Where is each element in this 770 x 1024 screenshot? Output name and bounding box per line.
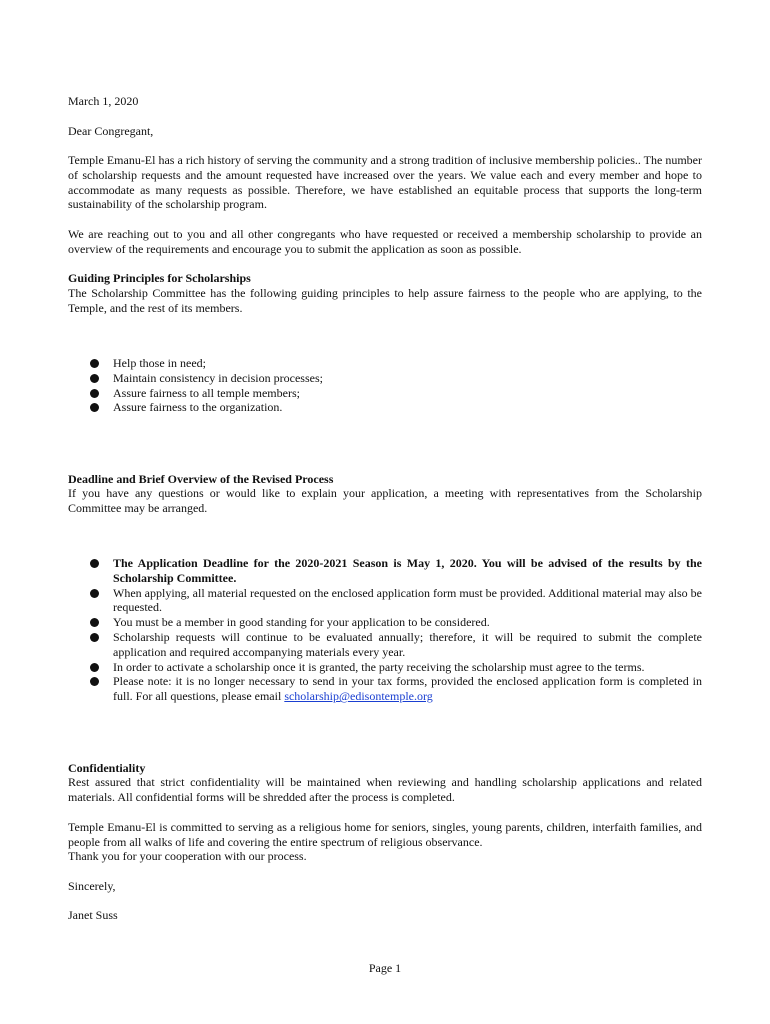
list-item: Help those in need; <box>68 356 702 371</box>
thank-you-line: Thank you for your cooperation with our process. <box>68 849 307 863</box>
list-item <box>68 674 702 704</box>
guiding-principles-heading: Guiding Principles for Scholarships <box>68 271 251 285</box>
bullet-icon <box>90 589 99 598</box>
list-item: Maintain consistency in decision processes; <box>68 371 702 386</box>
bullet-icon <box>90 374 99 383</box>
letter-date: March 1, 2020 <box>68 94 139 108</box>
list-item: In order to activate a scholarship once it is granted, the party receiving the scholarship must agree to the terms. <box>68 660 702 675</box>
list-item: Scholarship requests will continue to be evaluated annually; therefore, it will be required to submit the complete application and required accompanying materials every year. <box>68 630 702 660</box>
bullet-icon <box>90 618 99 627</box>
salutation: Dear Congregant, <box>68 124 154 138</box>
guiding-principles-intro: The Scholarship Committee has the following guiding principles to help assure fairness to the people who are applying, to the Temple, and the rest of its members. <box>68 286 702 315</box>
deadline-list <box>68 556 702 704</box>
valediction: Sincerely, <box>68 879 116 893</box>
list-item: When applying, all material requested on the enclosed application form must be provided. Additional material may also be requested. <box>68 586 702 616</box>
intro-paragraph: Temple Emanu-El has a rich history of serving the community and a strong tradition of inclusive membership policies.. The number of scholarship requests and the amount requested have increased over the years. We value each and every member and hope to accommodate as many requests as possible. Therefore, we have established an equitable process that supports the long-term sustainability of the scholarship program. <box>68 153 702 212</box>
bullet-icon <box>90 389 99 398</box>
deadline-intro: If you have any questions or would like to explain your application, a meeting with representatives from the Scholarship Committee may be arranged. <box>68 486 702 515</box>
list-item: The Application Deadline for the 2020-2021 Season is May 1, 2020. You will be advised of the results by the Scholarship Committee. <box>68 556 702 586</box>
list-item: Assure fairness to all temple members; <box>68 386 702 401</box>
outreach-paragraph: We are reaching out to you and all other congregants who have requested or received a membership scholarship to provide an overview of the requirements and encourage you to submit the application as soon as possible. <box>68 227 702 256</box>
tax-forms-note: Please note: it is no longer necessary to send in your tax forms, provided the enclosed application form is completed in full. For all questions, please email <box>113 674 702 704</box>
page-number: Page 1 <box>368 961 402 975</box>
list-item: You must be a member in good standing for your application to be considered. <box>68 615 702 630</box>
list-item: Assure fairness to the organization. <box>68 400 702 415</box>
scholarship-email-link[interactable]: scholarship@edisontemple.org <box>284 689 433 704</box>
bullet-icon <box>90 403 99 412</box>
confidentiality-paragraph: Rest assured that strict confidentiality will be maintained when reviewing and handling scholarship applications and related materials. All confidential forms will be shredded after the process is completed. <box>68 775 702 804</box>
bullet-icon <box>90 633 99 642</box>
signature-name: Janet Suss <box>68 908 118 922</box>
commitment-paragraph: Temple Emanu-El is committed to serving as a religious home for seniors, singles, young parents, children, interfaith families, and people from all walks of life and covering the entire spectrum of religious observance. <box>68 820 702 849</box>
bullet-icon <box>90 359 99 368</box>
bullet-icon <box>90 559 99 568</box>
guiding-principles-list <box>68 356 702 415</box>
bullet-icon <box>90 677 99 686</box>
bullet-icon <box>90 663 99 672</box>
deadline-heading: Deadline and Brief Overview of the Revised Process <box>68 472 334 486</box>
confidentiality-heading: Confidentiality <box>68 761 146 775</box>
